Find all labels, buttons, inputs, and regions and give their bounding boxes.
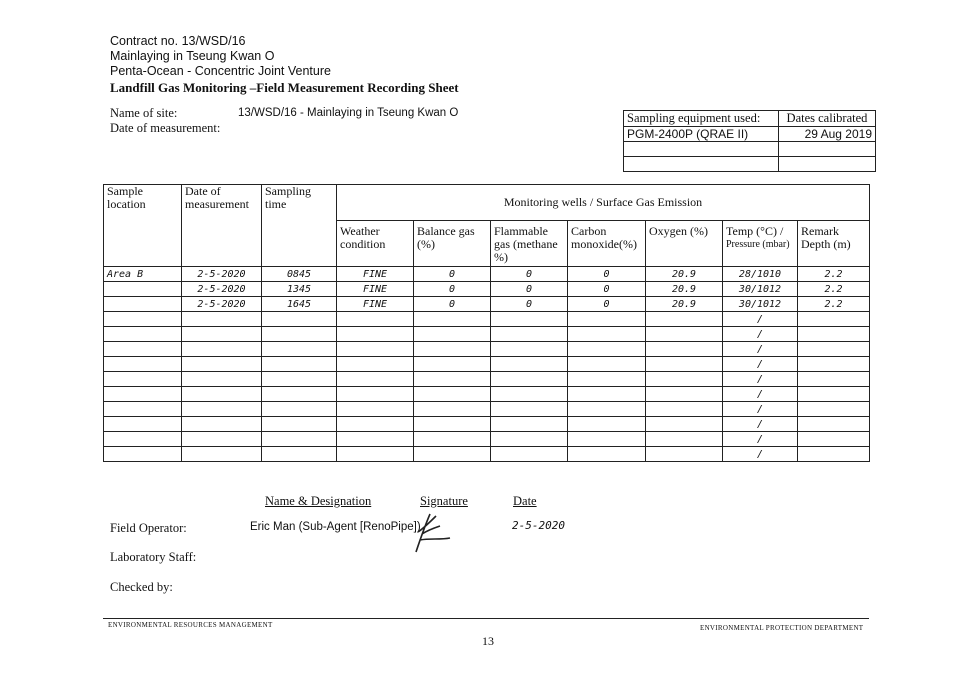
- table-cell-empty: [646, 357, 723, 372]
- header-spacer: [182, 221, 262, 267]
- table-cell-empty: /: [723, 417, 798, 432]
- table-row: [104, 297, 870, 312]
- table-cell-empty: [104, 402, 182, 417]
- handwritten-signature: [410, 510, 460, 556]
- table-cell-empty: [104, 447, 182, 462]
- table-cell-empty: [337, 357, 414, 372]
- table-cell-empty: [646, 342, 723, 357]
- table-row-empty: [104, 312, 870, 327]
- table-cell-empty: [182, 402, 262, 417]
- contract-number: Contract no. 13/WSD/16: [110, 34, 246, 48]
- table-cell-empty: [568, 327, 646, 342]
- equipment-empty-cell: [778, 142, 875, 157]
- header-date-of-measurement: Date of measurement: [182, 185, 262, 221]
- table-cell-temp: 30/1012: [723, 297, 798, 312]
- table-cell-empty: [491, 402, 568, 417]
- table-cell-empty: [414, 432, 491, 447]
- table-cell-empty: [262, 447, 337, 462]
- table-cell-empty: [262, 432, 337, 447]
- table-row: [104, 282, 870, 297]
- table-cell-empty: [798, 357, 870, 372]
- table-cell-empty: /: [723, 327, 798, 342]
- table-cell-empty: [646, 312, 723, 327]
- header-temp-pressure: [723, 221, 798, 267]
- table-cell-empty: /: [723, 312, 798, 327]
- table-cell-co: 0: [568, 297, 646, 312]
- table-cell-empty: [491, 342, 568, 357]
- table-cell-flammable: 0: [491, 282, 568, 297]
- table-cell-weather: FINE: [337, 282, 414, 297]
- table-row-empty: [104, 432, 870, 447]
- table-cell-empty: [568, 357, 646, 372]
- equipment-empty-cell: [624, 157, 779, 172]
- table-cell-empty: [491, 327, 568, 342]
- table-cell-location: Area B: [104, 267, 182, 282]
- table-cell-empty: /: [723, 447, 798, 462]
- site-name-value: 13/WSD/16 - Mainlaying in Tseung Kwan O: [238, 107, 459, 119]
- table-cell-empty: [491, 357, 568, 372]
- table-cell-date: 2-5-2020: [182, 297, 262, 312]
- table-row-empty: [104, 417, 870, 432]
- footer-right: ENVIRONMENTAL PROTECTION DEPARTMENT: [700, 624, 864, 632]
- table-cell-empty: /: [723, 432, 798, 447]
- table-cell-empty: [104, 327, 182, 342]
- table-cell-location: [104, 297, 182, 312]
- table-cell-empty: [798, 447, 870, 462]
- header-spacer: [104, 221, 182, 267]
- table-cell-empty: [491, 372, 568, 387]
- table-row-empty: [104, 402, 870, 417]
- table-cell-empty: [798, 402, 870, 417]
- equipment-table: [623, 110, 876, 172]
- header-spacer: [262, 221, 337, 267]
- table-cell-empty: [104, 417, 182, 432]
- table-cell-temp: 28/1010: [723, 267, 798, 282]
- table-cell-empty: [491, 417, 568, 432]
- table-row: [104, 267, 870, 282]
- table-cell-empty: [798, 342, 870, 357]
- equipment-empty-cell: [624, 142, 779, 157]
- header-sample-location: Sample location: [104, 185, 182, 221]
- table-cell-time: 1645: [262, 297, 337, 312]
- table-cell-co: 0: [568, 282, 646, 297]
- table-cell-empty: [414, 387, 491, 402]
- sheet-title: Landfill Gas Monitoring –Field Measurement Recording Sheet: [110, 80, 459, 95]
- table-cell-empty: [798, 372, 870, 387]
- table-cell-empty: [104, 372, 182, 387]
- table-cell-empty: [262, 417, 337, 432]
- table-row-empty: [104, 387, 870, 402]
- table-cell-date: 2-5-2020: [182, 282, 262, 297]
- table-cell-empty: [646, 372, 723, 387]
- table-cell-empty: [414, 357, 491, 372]
- table-cell-flammable: 0: [491, 297, 568, 312]
- table-cell-empty: [491, 432, 568, 447]
- table-cell-empty: [491, 387, 568, 402]
- table-cell-balance: 0: [414, 282, 491, 297]
- table-cell-empty: [337, 387, 414, 402]
- table-cell-empty: [337, 372, 414, 387]
- header-carbon-monoxide: Carbon monoxide(%): [568, 221, 646, 267]
- header-sampling-time: Sampling time: [262, 185, 337, 221]
- table-cell-empty: [414, 447, 491, 462]
- table-cell-empty: [182, 417, 262, 432]
- table-cell-empty: [568, 372, 646, 387]
- table-cell-empty: [182, 447, 262, 462]
- table-cell-empty: [414, 372, 491, 387]
- table-cell-empty: [182, 387, 262, 402]
- header-temp-label: Temp (°C) /: [726, 224, 784, 238]
- signature-header: Signature: [420, 494, 468, 508]
- table-cell-weather: FINE: [337, 297, 414, 312]
- table-cell-oxygen: 20.9: [646, 282, 723, 297]
- field-operator-label: Field Operator:: [110, 521, 187, 535]
- lab-staff-label: Laboratory Staff:: [110, 550, 197, 564]
- table-cell-empty: [337, 402, 414, 417]
- header-pressure-label: Pressure (mbar): [726, 239, 790, 250]
- table-cell-empty: [262, 342, 337, 357]
- table-cell-time: 1345: [262, 282, 337, 297]
- equipment-value: PGM-2400P (QRAE II): [624, 127, 779, 142]
- table-cell-empty: [414, 312, 491, 327]
- table-cell-empty: [104, 357, 182, 372]
- table-cell-balance: 0: [414, 267, 491, 282]
- calibrated-header: Dates calibrated: [778, 111, 875, 127]
- table-cell-remark: 2.2: [798, 282, 870, 297]
- table-cell-empty: [182, 357, 262, 372]
- header-weather: Weather condition: [337, 221, 414, 267]
- site-name-label: Name of site:: [110, 106, 178, 120]
- table-cell-empty: [568, 447, 646, 462]
- table-cell-empty: /: [723, 357, 798, 372]
- page-number: 13: [482, 634, 494, 648]
- table-cell-empty: [104, 342, 182, 357]
- table-cell-empty: [568, 417, 646, 432]
- table-cell-empty: [798, 432, 870, 447]
- table-cell-empty: /: [723, 387, 798, 402]
- table-row-empty: [104, 342, 870, 357]
- table-cell-empty: [414, 402, 491, 417]
- table-cell-empty: [646, 387, 723, 402]
- table-cell-empty: [182, 342, 262, 357]
- table-cell-empty: [337, 432, 414, 447]
- table-cell-empty: [798, 417, 870, 432]
- table-cell-temp: 30/1012: [723, 282, 798, 297]
- contractor-name: Penta-Ocean - Concentric Joint Venture: [110, 64, 331, 78]
- table-cell-empty: [262, 372, 337, 387]
- equipment-header: Sampling equipment used:: [624, 111, 779, 127]
- table-cell-remark: 2.2: [798, 267, 870, 282]
- table-cell-empty: [262, 312, 337, 327]
- header-oxygen: Oxygen (%): [646, 221, 723, 267]
- table-cell-empty: [337, 447, 414, 462]
- table-cell-empty: [104, 387, 182, 402]
- table-cell-empty: [104, 312, 182, 327]
- table-cell-empty: [414, 417, 491, 432]
- measurement-date-label: Date of measurement:: [110, 121, 221, 135]
- equipment-empty-cell: [778, 157, 875, 172]
- table-cell-empty: [798, 387, 870, 402]
- table-cell-empty: [337, 342, 414, 357]
- table-cell-empty: /: [723, 342, 798, 357]
- table-cell-remark: 2.2: [798, 297, 870, 312]
- footer-divider: [103, 618, 869, 619]
- table-cell-empty: [568, 432, 646, 447]
- table-cell-empty: [182, 372, 262, 387]
- table-cell-empty: /: [723, 402, 798, 417]
- table-cell-oxygen: 20.9: [646, 267, 723, 282]
- table-cell-empty: [646, 432, 723, 447]
- project-name: Mainlaying in Tseung Kwan O: [110, 49, 275, 63]
- table-cell-empty: [646, 327, 723, 342]
- table-cell-empty: [182, 312, 262, 327]
- table-cell-empty: [262, 387, 337, 402]
- table-cell-empty: [262, 327, 337, 342]
- table-cell-time: 0845: [262, 267, 337, 282]
- table-cell-empty: /: [723, 372, 798, 387]
- table-cell-empty: [337, 312, 414, 327]
- table-cell-empty: [646, 447, 723, 462]
- table-cell-empty: [646, 402, 723, 417]
- table-row-empty: [104, 327, 870, 342]
- table-cell-empty: [491, 312, 568, 327]
- table-cell-empty: [568, 387, 646, 402]
- name-designation-header: Name & Designation: [265, 494, 372, 508]
- header-remark-depth: Remark Depth (m): [798, 221, 870, 267]
- header-monitoring-group: Monitoring wells / Surface Gas Emission: [337, 185, 870, 221]
- table-cell-empty: [798, 312, 870, 327]
- table-cell-oxygen: 20.9: [646, 297, 723, 312]
- table-cell-empty: [182, 432, 262, 447]
- table-cell-empty: [414, 342, 491, 357]
- table-cell-empty: [568, 312, 646, 327]
- table-cell-empty: [104, 432, 182, 447]
- table-cell-empty: [491, 447, 568, 462]
- table-row-empty: [104, 357, 870, 372]
- table-cell-empty: [182, 327, 262, 342]
- measurement-table: [103, 184, 870, 462]
- table-cell-empty: [568, 402, 646, 417]
- table-cell-date: 2-5-2020: [182, 267, 262, 282]
- table-cell-balance: 0: [414, 297, 491, 312]
- table-cell-flammable: 0: [491, 267, 568, 282]
- table-cell-empty: [337, 417, 414, 432]
- header-flammable-gas: Flammable gas (methane %): [491, 221, 568, 267]
- table-cell-empty: [262, 402, 337, 417]
- table-cell-empty: [646, 417, 723, 432]
- table-row-empty: [104, 447, 870, 462]
- footer-left: ENVIRONMENTAL RESOURCES MANAGEMENT: [108, 621, 273, 629]
- field-operator-name: Eric Man (Sub-Agent [RenoPipe]): [250, 521, 421, 533]
- table-cell-location: [104, 282, 182, 297]
- header-balance-gas: Balance gas (%): [414, 221, 491, 267]
- table-cell-empty: [337, 327, 414, 342]
- table-cell-weather: FINE: [337, 267, 414, 282]
- checked-by-label: Checked by:: [110, 580, 173, 594]
- table-cell-empty: [414, 327, 491, 342]
- date-header: Date: [513, 494, 537, 508]
- table-row-empty: [104, 372, 870, 387]
- table-cell-empty: [568, 342, 646, 357]
- table-cell-empty: [798, 327, 870, 342]
- field-operator-date: 2-5-2020: [512, 519, 565, 532]
- calibrated-value: 29 Aug 2019: [778, 127, 875, 142]
- table-cell-co: 0: [568, 267, 646, 282]
- table-cell-empty: [262, 357, 337, 372]
